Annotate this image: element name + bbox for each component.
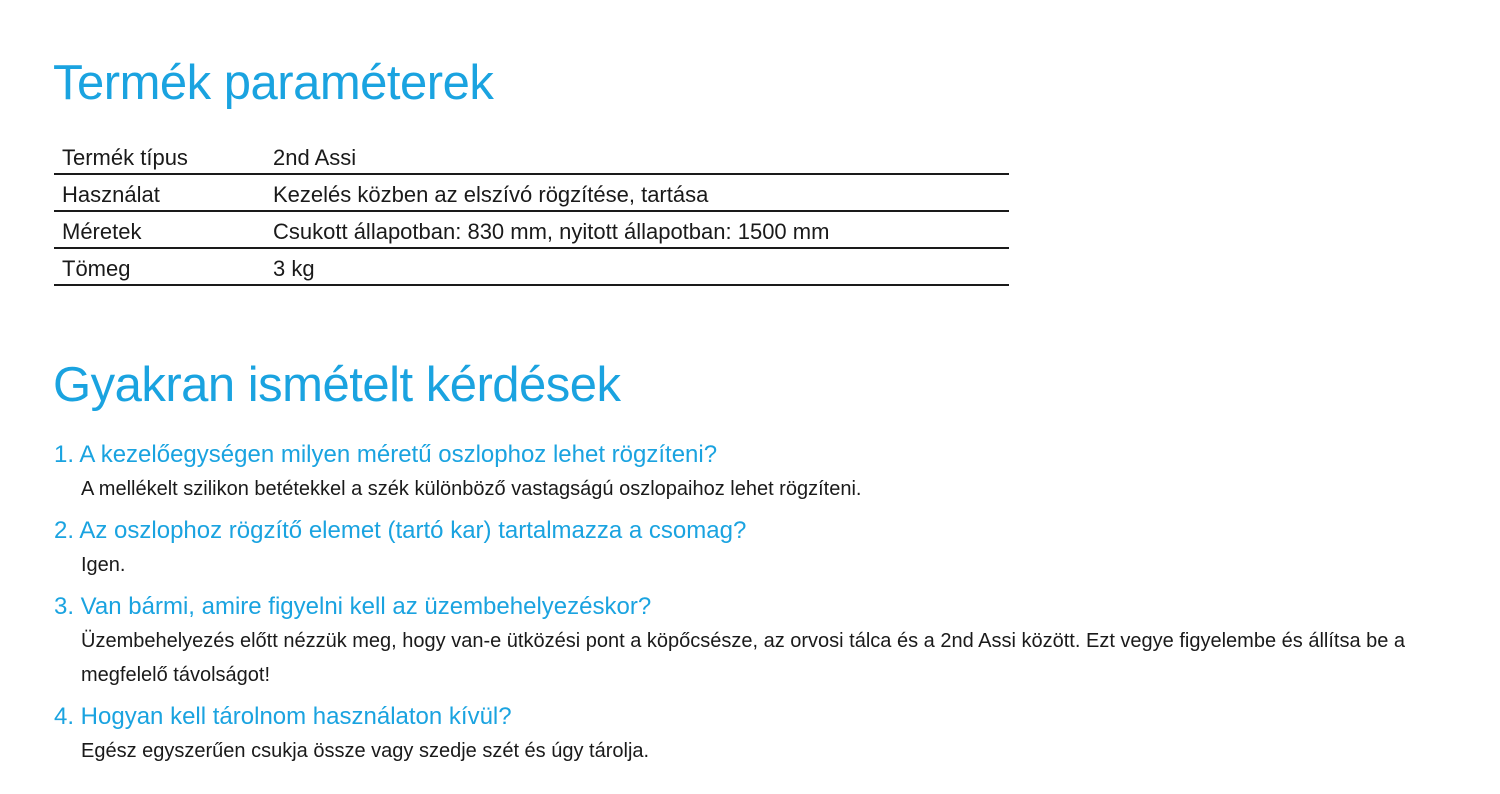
faq-question: 3. Van bármi, amire figyelni kell az üzembehelyezéskor? bbox=[54, 593, 652, 620]
row-label: Méretek bbox=[54, 211, 265, 248]
faq-item bbox=[54, 516, 1494, 582]
faq-title: Gyakran ismételt kérdések bbox=[53, 358, 621, 412]
faq-answer: Igen. bbox=[81, 554, 126, 576]
faq-answer: Egész egyszerűen csukja össze vagy szedje szét és úgy tárolja. bbox=[81, 740, 650, 762]
row-label: Használat bbox=[54, 174, 265, 211]
row-label: Termék típus bbox=[54, 138, 265, 174]
faq-list bbox=[54, 440, 1494, 778]
faq-item bbox=[54, 702, 1494, 768]
faq-question: 2. Az oszlophoz rögzítő elemet (tartó kar) tartalmazza a csomag? bbox=[54, 517, 747, 544]
parameters-title: Termék paraméterek bbox=[53, 56, 494, 110]
table-row bbox=[54, 248, 1009, 285]
row-label: Tömeg bbox=[54, 248, 265, 285]
faq-answer: A mellékelt szilikon betétekkel a szék különböző vastagságú oszlopaihoz lehet rögzíteni. bbox=[81, 478, 862, 500]
faq-item bbox=[54, 440, 1494, 506]
table-row bbox=[54, 211, 1009, 248]
faq-item bbox=[54, 592, 1494, 692]
faq-answer: Üzembehelyezés előtt nézzük meg, hogy van-e ütközési pont a köpőcsésze, az orvosi tálca és a 2nd Assi között. Ezt vegye figyelembe és állítsa be a megfelelő távolságot! bbox=[81, 630, 1406, 686]
row-value: Csukott állapotban: 830 mm, nyitott állapotban: 1500 mm bbox=[265, 211, 1009, 248]
table-row bbox=[54, 174, 1009, 211]
row-value: 2nd Assi bbox=[265, 138, 1009, 174]
faq-question: 1. A kezelőegységen milyen méretű oszlophoz lehet rögzíteni? bbox=[54, 441, 718, 468]
faq-question: 4. Hogyan kell tárolnom használaton kívül? bbox=[54, 703, 512, 730]
parameters-table bbox=[54, 138, 1009, 286]
row-value: Kezelés közben az elszívó rögzítése, tartása bbox=[265, 174, 1009, 211]
table-row bbox=[54, 138, 1009, 174]
row-value: 3 kg bbox=[265, 248, 1009, 285]
